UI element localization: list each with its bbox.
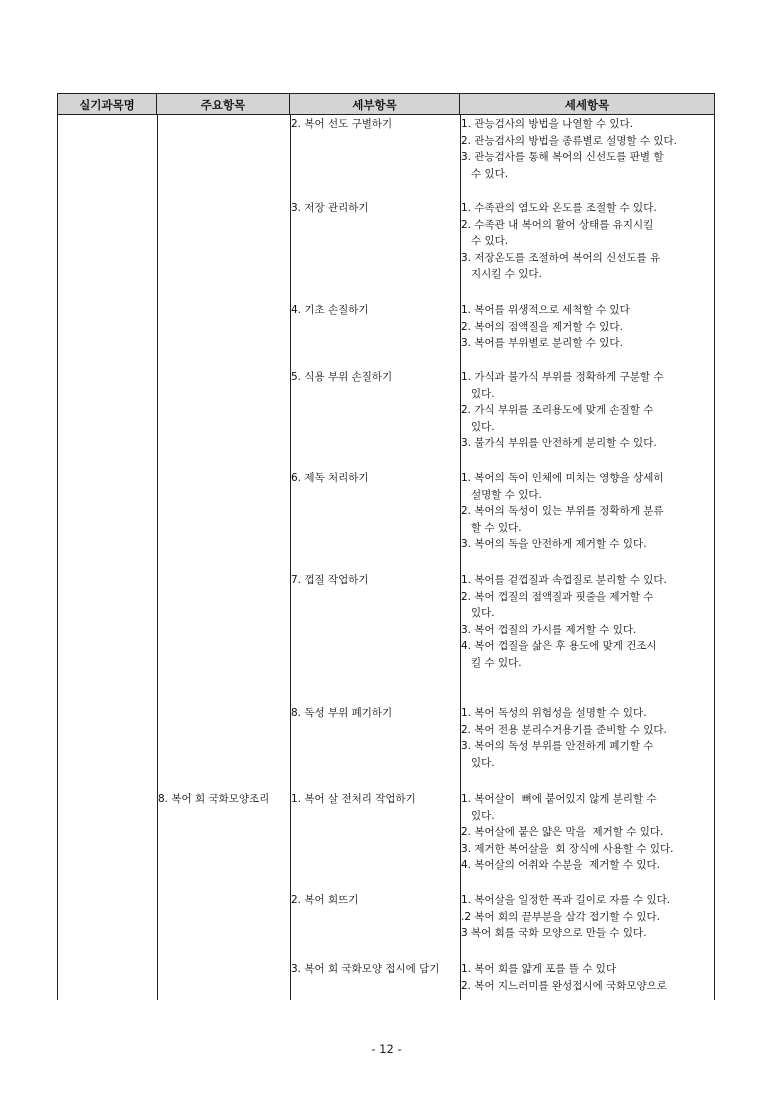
sub-item: 6. 제독 처리하기 (291, 472, 369, 484)
detail-item: 1. 복어살을 일정한 폭과 길이로 자를 수 있다. .2 복어 회의 끝부분을 삼각 접기할 수 있다. 3 복어 회를 국화 모양으로 만들 수 있다. (461, 894, 671, 939)
detail-item: 1. 복어를 겉껍질과 속껍질로 분리할 수 있다. 2. 복어 껍질의 점액질과 핏줄을 제거할 수 있다. 3. 복어 껍질의 가시를 제거할 수 있다. 4. 복어 껍질을 삶은 후 용도에 맞게 건조시 킬 수 있다. (461, 574, 667, 669)
curriculum-table (57, 93, 715, 1000)
detail-item: 1. 복어살이 뼈에 붙어있지 않게 분리할 수 있다. 2. 복어살에 붙은 얇은 막을 제거할 수 있다. 3. 제거한 복어살을 회 장식에 사용할 수 있다. 4. 복어살의 어취와 수분을 제거할 수 있다. (461, 793, 674, 871)
column-divider (714, 115, 715, 1000)
sub-item: 7. 껍질 작업하기 (291, 574, 369, 586)
header-detail-item: 세세항목 (460, 93, 715, 115)
detail-item: 1. 관능검사의 방법을 나열할 수 있다. 2. 관능검사의 방법을 종류별로 설명할 수 있다. 3. 관능검사를 통해 복어의 신선도를 판별 할 수 있다. (461, 118, 677, 180)
column-divider (57, 115, 58, 1000)
sub-item: 4. 기초 손질하기 (291, 304, 369, 316)
sub-item: 1. 복어 살 전처리 작업하기 (291, 793, 416, 805)
sub-item: 8. 독성 부위 폐기하기 (291, 707, 393, 719)
sub-item: 5. 식용 부위 손질하기 (291, 371, 393, 383)
header-main-item: 주요항목 (157, 93, 290, 115)
column-divider (290, 115, 291, 1000)
sub-item: 2. 복어 회뜨기 (291, 894, 359, 906)
detail-item: 1. 복어를 위생적으로 세척할 수 있다 2. 복어의 점액질을 제거할 수 있다. 3. 복어를 부위별로 분리할 수 있다. (461, 304, 630, 349)
detail-item: 1. 복어 독성의 위험성을 설명할 수 있다. 2. 복어 전용 분리수거용기를 준비할 수 있다. 3. 복어의 독성 부위를 안전하게 폐기할 수 있다. (461, 707, 667, 769)
detail-item: 1. 가식과 불가식 부위를 정확하게 구분할 수 있다. 2. 가식 부위를 조리용도에 맞게 손질할 수 있다. 3. 불가식 부위를 안전하게 분리할 수 있다. (461, 371, 664, 449)
column-divider (157, 115, 158, 1000)
header-sub-item: 세부항목 (290, 93, 460, 115)
detail-item: 1. 복어 회를 얇게 포를 뜰 수 있다 2. 복어 지느러미를 완성접시에 국화모양으로 (461, 963, 667, 992)
sub-item: 3. 저장 관리하기 (291, 202, 369, 214)
detail-item: 1. 수족관의 염도와 온도를 조절할 수 있다. 2. 수족관 내 복어의 활어 상태를 유지시킬 수 있다. 3. 저장온도를 조절하여 복어의 신선도를 유 지시킬 수 있다. (461, 202, 661, 280)
header-subject-name: 실기과목명 (57, 93, 157, 115)
sub-item: 2. 복어 선도 구별하기 (291, 118, 393, 130)
detail-item: 1. 복어의 독이 인체에 미치는 영향을 상세히 설명할 수 있다. 2. 복어의 독성이 있는 부위를 정확하게 분류 할 수 있다. 3. 복어의 독을 안전하게 제거할 수 있다. (461, 472, 664, 550)
main-item-label: 8. 복어 회 국화모양조리 (158, 793, 270, 805)
sub-item: 3. 복어 회 국화모양 접시에 담기 (291, 963, 440, 975)
page-number: - 12 - (371, 1042, 402, 1056)
